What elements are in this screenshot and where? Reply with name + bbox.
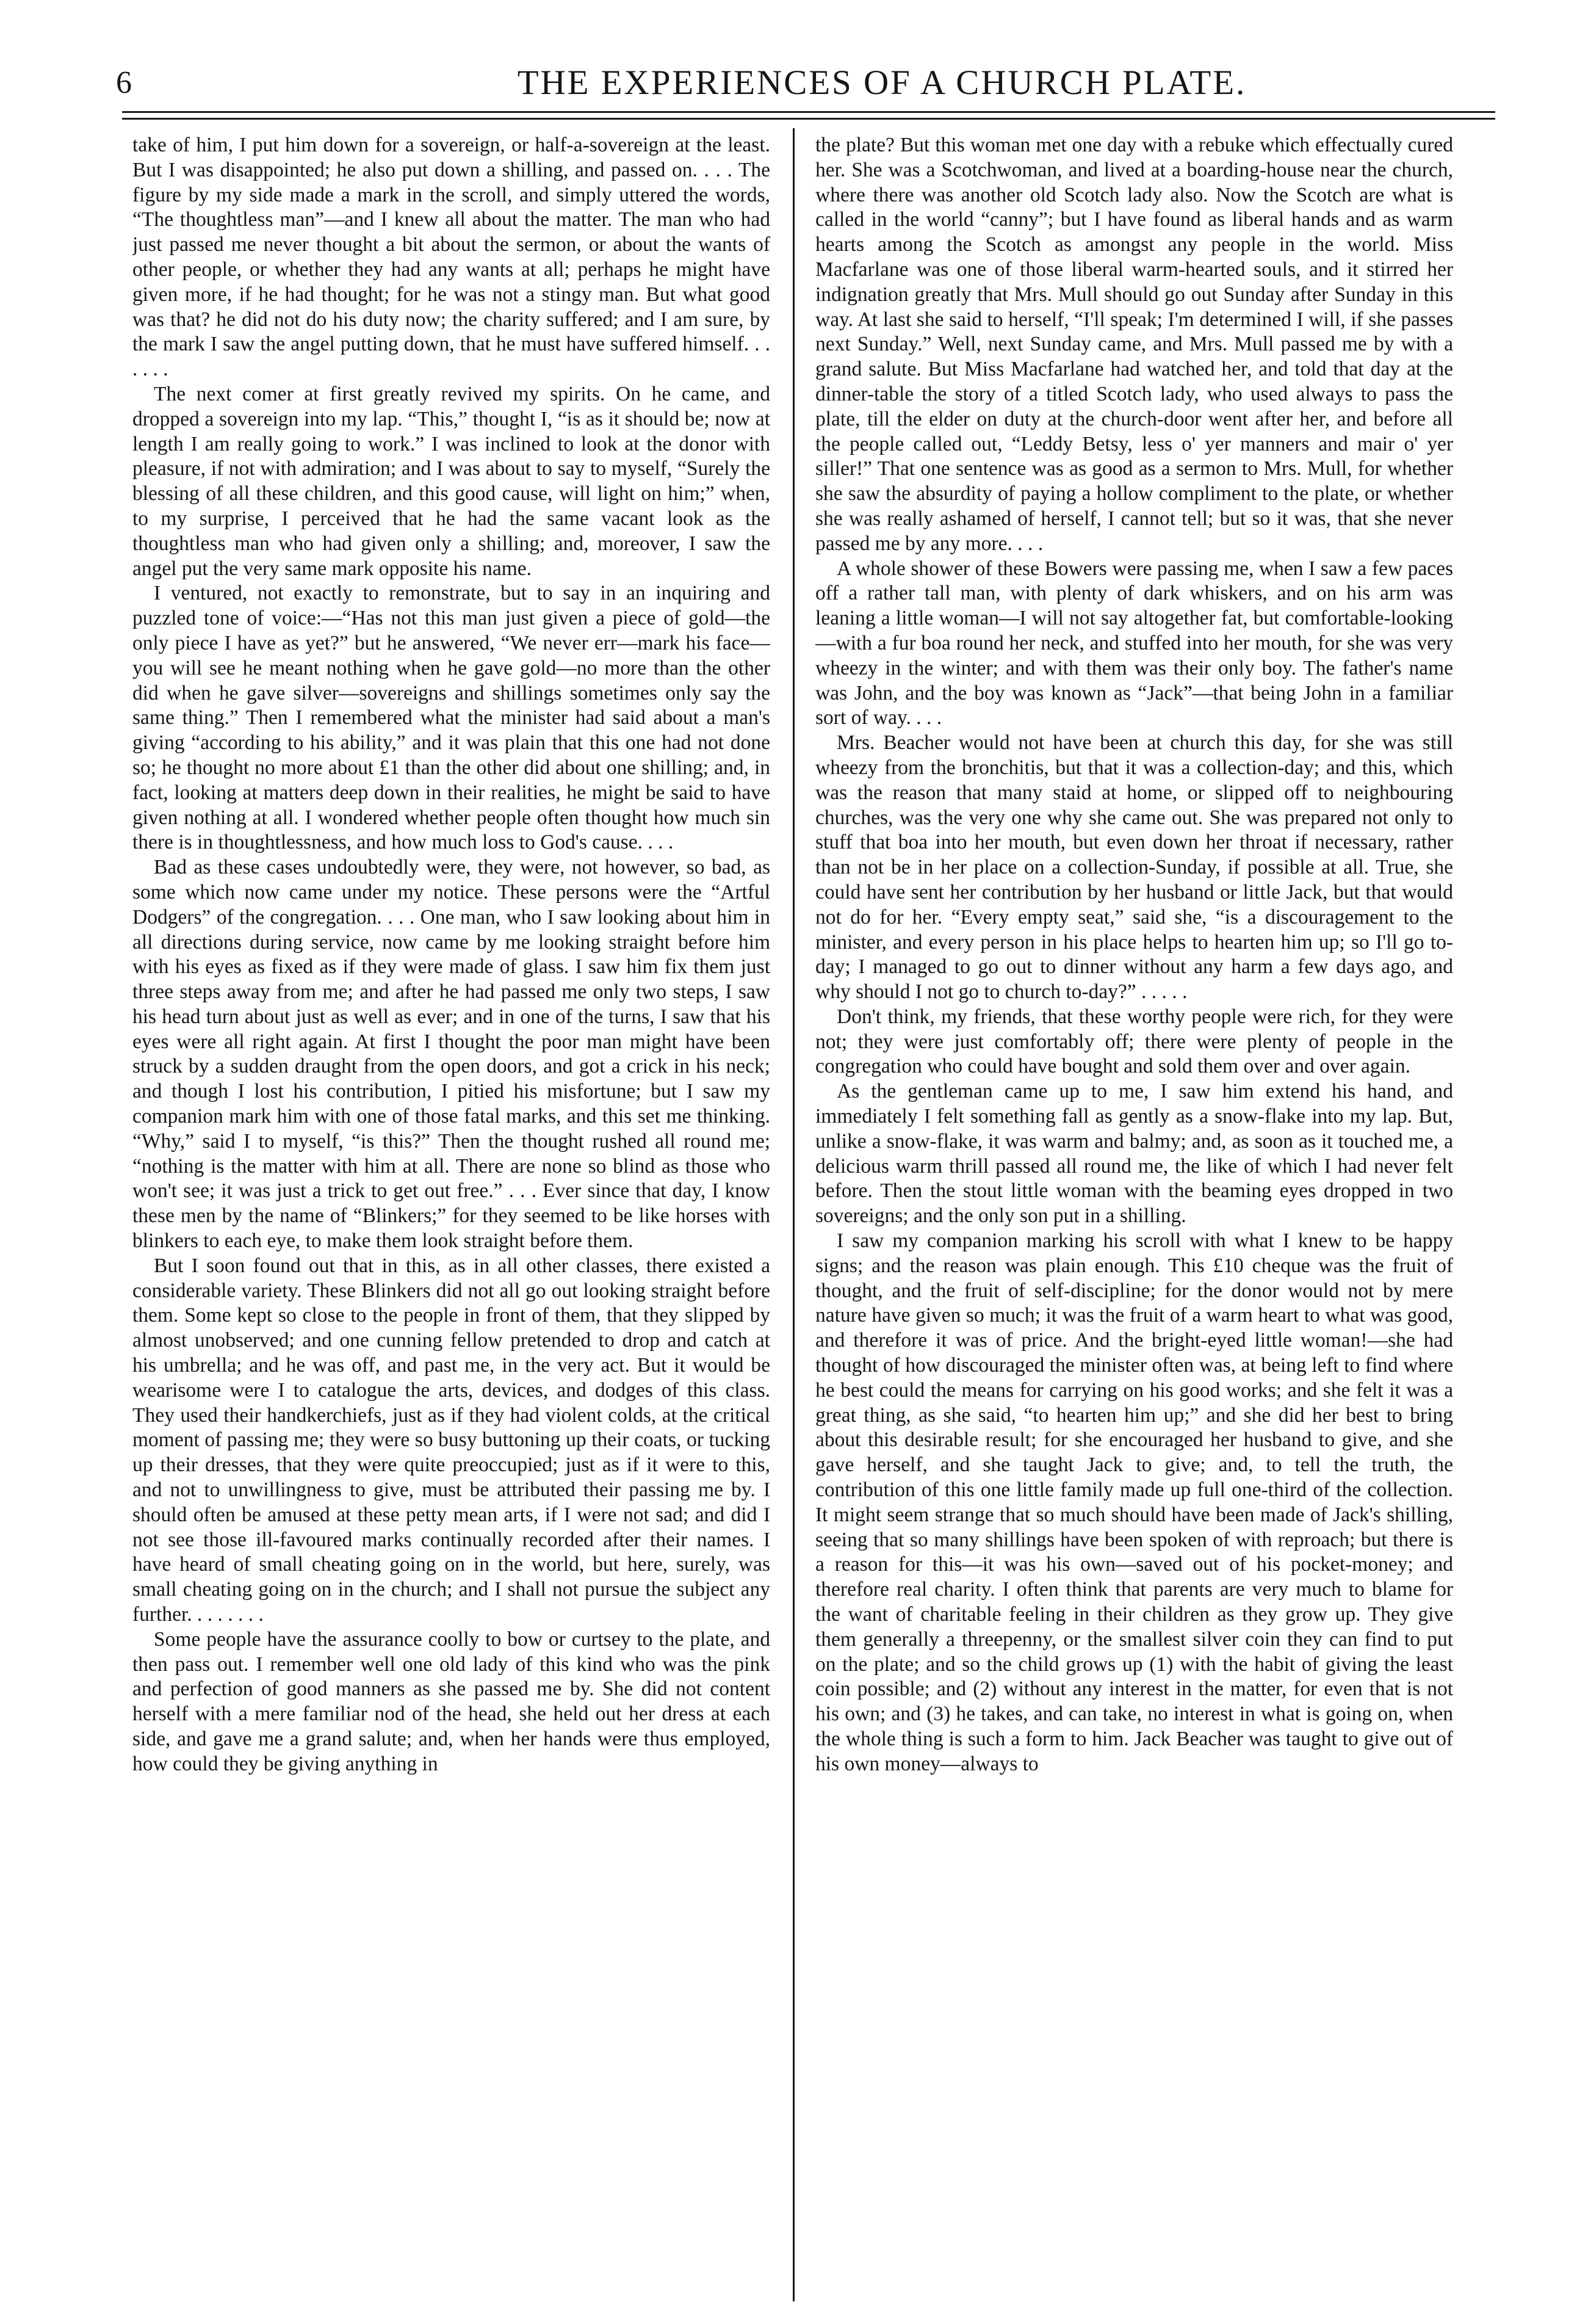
- header-rule: [122, 111, 1495, 113]
- paragraph: Don't think, my friends, that these worthy people were rich, for they were not; they were just comfortably off; there were plenty of people in the congregation who could have bought and sold them over and over again.: [815, 1005, 1453, 1078]
- paragraph: Some people have the assurance coolly to bow or curtsey to the plate, and then pass out. I remember well one old lady of this kind who was the pink and perfection of good manners as she passed me by. She did not content herself with a mere familiar nod of the head, she held out her dress at each side, and gave me a grand salute; and, when her hands were thus employed, how could they be giving anything in: [132, 1627, 770, 1775]
- paragraph: As the gentleman came up to me, I saw him extend his hand, and immediately I felt something fall as gently as a snow-flake into my lap. But, unlike a snow-flake, it was warm and balmy; and, as soon as it touched me, a delicious warm thrill passed all round me, the like of which I had never felt before. Then the stout little woman with the beaming eyes dropped in two sovereigns; and the only son put in a shilling.: [815, 1080, 1453, 1228]
- paragraph: But I soon found out that in this, as in all other classes, there existed a considerable variety. These Blinkers did not all go out looking straight before them. Some kept so close to the people in front of them, that they slipped by almost unobserved; and one cunning fellow pretended to drop and catch at his umbrella; and he was off, and past me, in the very act. But it would be wearisome were I to catalogue the arts, devices, and dodges of this class. They used their handkerchiefs, just as if they had violent colds, at the critical moment of passing me; they were so busy buttoning up their coats, or tucking up their dresses, that they were quite preoccupied; just as if it were to this, and not to unwillingness to give, must be attributed their passing me by. I should often be amused at these petty mean arts, if I were not sad; and did I not see those ill-favoured marks continually recorded after their names. I have heard of small cheating going on in the world, but here, surely, was small cheating going on in the church; and I shall not pursue the subject any further. . . . . . . .: [132, 1254, 770, 1626]
- paragraph: I saw my companion marking his scroll with what I knew to be happy signs; and the reason was plain enough. This £10 cheque was the fruit of thought, and the fruit of self-discipline; for the donor would not by mere nature have given so much; it was the fruit of a warm heart to what was good, and therefore it was of price. And the bright-eyed little woman!—she had thought of how discouraged the minister often was, at being left to find where he best could the means for carrying on his good works; and she felt it was a great thing, as she said, “to hearten him up;” and she did her best to bring about this desirable result; for she encouraged her husband to give, and she gave herself, and she taught Jack to give; and, to tell the truth, the contribution of this one little family made up full one-third of the collection. It might seem strange that so much should have been made of Jack's shilling, seeing that so many shillings have been spoken of with reproach; but there is a reason for this—it was his own—saved out of his pocket-money; and therefore real charity. I often think that parents are very much to blame for the want of charitable feeling in their children as they grow up. They give them generally a threepenny, or the smallest silver coin they can find to put on the plate; and so the child grows up (1) with the habit of giving the least coin possible; and (2) without any interest in the matter, for even that is not his own; and (3) he takes, and can take, no interest in what is going on, when the whole thing is such a form to him. Jack Beacher was taught to give out of his own money—always to: [815, 1229, 1453, 1775]
- column-divider: [793, 128, 795, 2301]
- page-header: [116, 59, 1495, 107]
- left-column: [132, 133, 770, 2306]
- header-rule-thin: [122, 118, 1495, 120]
- paragraph: A whole shower of these Bowers were passing me, when I saw a few paces off a rather tall man, with plenty of dark whiskers, and on his arm was leaning a little woman—I will not say altogether fat, but comfortable-looking—with a fur boa round her neck, and stuffed into her mouth, for she was very wheezy in the winter; and with them was their only boy. The father's name was John, and the boy was known as “Jack”—that being John in a familiar sort of way. . . .: [815, 557, 1453, 729]
- paragraph: I ventured, not exactly to remonstrate, but to say in an inquiring and puzzled tone of voice:—“Has not this man just given a piece of gold—the only piece I have as yet?” but he answered, “We never err—mark his face—you will see he meant nothing when he gave gold—no more than the other did when he gave silver—sovereigns and shillings sometimes only say the same thing.” Then I remembered what the minister had said about a man's giving “according to his ability,” and it was plain that this one had not done so; he thought no more about £1 than the other did about one shilling; and, in fact, looking at matters deep down in their realities, he might be said to have given nothing at all. I wondered whether people often thought how much sin there is in thoughtlessness, and how much loss to God's cause. . . .: [132, 582, 770, 854]
- page-number: 6: [116, 65, 132, 100]
- paragraph: The next comer at first greatly revived my spirits. On he came, and dropped a sovereign into my lap. “This,” thought I, “is as it should be; now at length I am really going to work.” I was inclined to look at the donor with pleasure, if not with admiration; and I was about to say to myself, “Surely the blessing of all these children, and this good cause, will light on him;” when, to my surprise, I perceived that he had the same vacant look as the thoughtless man who had given only a shilling; and, moreover, I saw the angel put the very same mark opposite his name.: [132, 382, 770, 580]
- paragraph: Bad as these cases undoubtedly were, they were, not however, so bad, as some which now came under my notice. These persons were the “Artful Dodgers” of the congregation. . . . One man, who I saw looking about him in all directions during service, now came by me looking straight before him with his eyes as fixed as if they were made of glass. I saw him fix them just three steps away from me; and after he had passed me only two steps, I saw his head turn about just as well as ever; and in one of the turns, I saw that his eyes were all right again. At first I thought the poor man might have been struck by a sudden draught from the open doors, and got a crick in his neck; and though I lost his contribution, I pitied his misfortune; but I saw my companion mark him with one of those fatal marks, and this set me thinking. “Why,” said I to myself, “is this?” Then the thought rushed all round me; “nothing is the matter with him at all. There are none so blind as those who won't see; it was just a trick to get out free.” . . . Ever since that day, I know these men by the name of “Blinkers;” for they seemed to be like horses with blinkers to each eye, to make them look straight before them.: [132, 856, 770, 1253]
- running-title: THE EXPERIENCES OF A CHURCH PLATE.: [517, 63, 1247, 102]
- paragraph: Mrs. Beacher would not have been at church this day, for she was still wheezy from the bronchitis, but that it was a collection-day; and this, which was the reason that many staid at home, or slipped off to neighbouring churches, was the very one why she came out. She was prepared not only to stuff that boa into her mouth, but even down her throat if necessary, rather than not be in her place on a collection-Sunday, if possible at all. True, she could have sent her contribution by her husband or little Jack, but that would not do for her. “Every empty seat,” said she, “is a discouragement to the minister, and every person in his place helps to hearten him up; so I'll go to-day; I managed to go out to dinner without any harm a few days ago, and why should I not go to church to-day?” . . . . .: [815, 731, 1453, 1004]
- right-column: [815, 133, 1453, 2306]
- paragraph: take of him, I put him down for a sovereign, or half-a-sovereign at the least. But I was disappointed; he also put down a shilling, and passed on. . . . The figure by my side made a mark in the scroll, and simply uttered the words, “The thoughtless man”—and I knew all about the matter. The man who had just passed me never thought a bit about the sermon, or about the wants of other people, or whether they had any wants at all; perhaps he might have given more, if he had thought; for he was not a stingy man. But what good was that? he did not do his duty now; the charity suffered; and I am sure, by the mark I saw the angel putting down, that he must have suffered himself. . . . . . .: [132, 134, 770, 381]
- paragraph: the plate? But this woman met one day with a rebuke which effectually cured her. She was a Scotchwoman, and lived at a boarding-house near the church, where there was another old Scotch lady also. Now the Scotch are what is called in the world “canny”; but I have found as liberal hands and as warm hearts among the Scotch as amongst any people in the world. Miss Macfarlane was one of those liberal warm-hearted souls, and it stirred her indignation greatly that Mrs. Mull should go out Sunday after Sunday in this way. At last she said to herself, “I'll speak; I'm determined I will, if she passes next Sunday.” Well, next Sunday came, and Mrs. Mull passed me by with a grand salute. But Miss Macfarlane had watched her, and told that day at the dinner-table the story of a titled Scotch lady, who used always to pass the plate, till the elder on duty at the church-door went after her, and before all the people called out, “Leddy Betsy, less o' yer manners and mair o' yer siller!” That one sentence was as good as a sermon to Mrs. Mull, for whether she saw the absurdity of paying a hollow compliment to the plate, or whether she was really ashamed of herself, I cannot tell; but so it was, that she never passed me by any more. . . .: [815, 134, 1453, 555]
